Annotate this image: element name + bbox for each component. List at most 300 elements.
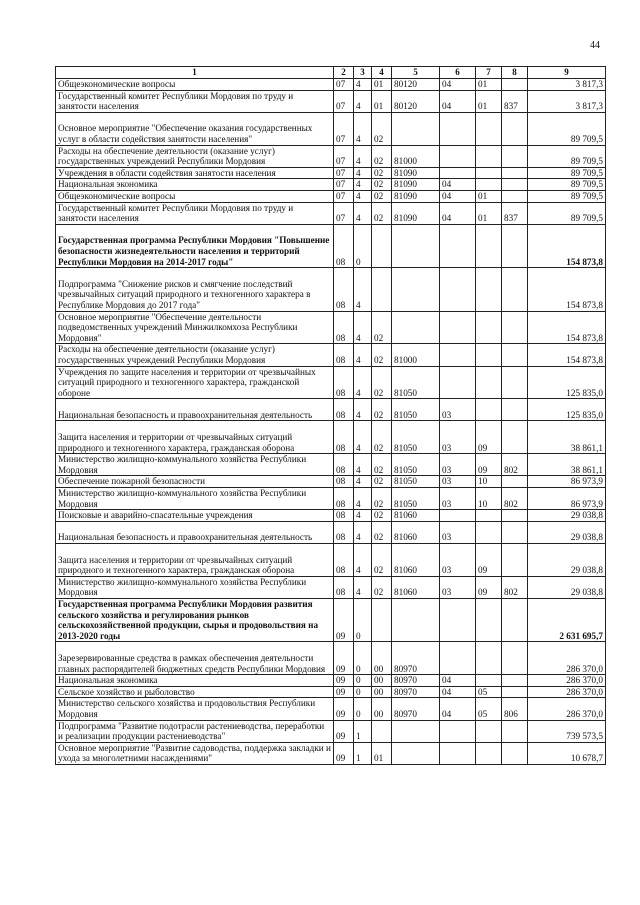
table-row: [56, 544, 606, 577]
row-amount: 125 835,0: [528, 399, 606, 421]
code-col-4: [372, 599, 392, 642]
table-row: [56, 366, 606, 399]
code-col-6: [440, 366, 476, 399]
code-col-2: 09: [334, 642, 354, 675]
code-col-4: 02: [372, 311, 392, 344]
page-number: 44: [590, 40, 600, 51]
row-name: Учреждения по защите населения и территории от чрезвычайных ситуаций природного и техногенного характера, гражданской обороне: [56, 366, 334, 399]
row-name: Сельское хозяйство и рыболовство: [56, 686, 334, 698]
code-col-8: 802: [502, 454, 528, 476]
code-col-2: 08: [334, 311, 354, 344]
row-amount: 29 038,8: [528, 576, 606, 598]
row-amount: 29 038,8: [528, 544, 606, 577]
code-col-6: 04: [440, 202, 476, 224]
code-col-7: 09: [476, 454, 502, 476]
code-col-4: 02: [372, 344, 392, 366]
code-col-3: 4: [354, 268, 372, 311]
code-col-3: 4: [354, 521, 372, 543]
code-col-7: [476, 366, 502, 399]
row-name: Национальная экономика: [56, 179, 334, 191]
code-col-6: 03: [440, 521, 476, 543]
row-amount: 38 861,1: [528, 454, 606, 476]
code-col-7: [476, 224, 502, 267]
code-col-3: 4: [354, 510, 372, 522]
row-amount: 286 370,0: [528, 675, 606, 687]
code-col-6: [440, 311, 476, 344]
code-col-5: [392, 311, 440, 344]
code-col-8: [502, 145, 528, 167]
code-col-5: 80970: [392, 686, 440, 698]
code-col-8: 837: [502, 90, 528, 112]
row-name: Защита населения и территории от чрезвычайных ситуаций природного и техногенного характера, гражданская оборона: [56, 421, 334, 454]
code-col-3: 4: [354, 79, 372, 91]
code-col-4: 02: [372, 576, 392, 598]
table-row: [56, 698, 606, 720]
row-amount: 89 709,5: [528, 179, 606, 191]
code-col-6: 04: [440, 79, 476, 91]
code-col-4: [372, 720, 392, 742]
row-name: Государственный комитет Республики Мордовия по труду и занятости населения: [56, 202, 334, 224]
code-col-8: [502, 544, 528, 577]
row-amount: 29 038,8: [528, 521, 606, 543]
code-col-7: [476, 510, 502, 522]
row-name: Основное мероприятие "Развитие садоводства, поддержка закладки и ухода за многолетними насаждениями": [56, 742, 334, 764]
code-col-7: 09: [476, 576, 502, 598]
code-col-2: 08: [334, 576, 354, 598]
column-header: 3: [354, 67, 372, 79]
code-col-8: 806: [502, 698, 528, 720]
row-amount: 89 709,5: [528, 112, 606, 145]
code-col-6: 04: [440, 190, 476, 202]
code-col-7: 09: [476, 544, 502, 577]
code-col-3: 4: [354, 488, 372, 510]
table-row: [56, 454, 606, 476]
code-col-3: 4: [354, 190, 372, 202]
row-amount: 286 370,0: [528, 642, 606, 675]
code-col-3: 0: [354, 599, 372, 642]
code-col-5: 81050: [392, 421, 440, 454]
code-col-5: [392, 112, 440, 145]
row-amount: 154 873,8: [528, 268, 606, 311]
code-col-5: 80970: [392, 698, 440, 720]
code-col-8: 802: [502, 576, 528, 598]
code-col-4: 01: [372, 90, 392, 112]
table-row: [56, 268, 606, 311]
table-row: [56, 421, 606, 454]
code-col-8: [502, 521, 528, 543]
table-row: [56, 510, 606, 522]
row-amount: 10 678,7: [528, 742, 606, 764]
code-col-7: 01: [476, 90, 502, 112]
code-col-2: 08: [334, 268, 354, 311]
code-col-4: 01: [372, 742, 392, 764]
code-col-5: 81060: [392, 510, 440, 522]
code-col-6: [440, 642, 476, 675]
code-col-2: 08: [334, 421, 354, 454]
code-col-4: 02: [372, 190, 392, 202]
code-col-2: 08: [334, 476, 354, 488]
code-col-2: 08: [334, 399, 354, 421]
code-col-7: 05: [476, 698, 502, 720]
column-header: 1: [56, 67, 334, 79]
code-col-4: [372, 268, 392, 311]
code-col-5: 81060: [392, 576, 440, 598]
code-col-8: [502, 167, 528, 179]
code-col-4: 02: [372, 544, 392, 577]
table-row: [56, 476, 606, 488]
row-name: Подпрограмма "Снижение рисков и смягчение последствий чрезвычайных ситуаций природного и техногенного характера в Республике Мордовия до 2017 года": [56, 268, 334, 311]
code-col-7: [476, 742, 502, 764]
code-col-4: 02: [372, 167, 392, 179]
code-col-6: [440, 145, 476, 167]
code-col-4: 00: [372, 642, 392, 675]
table-row: [56, 311, 606, 344]
code-col-8: [502, 399, 528, 421]
code-col-8: [502, 366, 528, 399]
code-col-4: 00: [372, 686, 392, 698]
code-col-2: 07: [334, 90, 354, 112]
table-header-row: [56, 67, 606, 79]
code-col-5: 81090: [392, 179, 440, 191]
code-col-3: 4: [354, 311, 372, 344]
row-name: Основное мероприятие "Обеспечение деятельности подведомственных учреждений Минжилкомхоза Республики Мордовия": [56, 311, 334, 344]
row-name: Защита населения и территории от чрезвычайных ситуаций природного и техногенного характера, гражданская оборона: [56, 544, 334, 577]
row-amount: 286 370,0: [528, 686, 606, 698]
code-col-4: 02: [372, 202, 392, 224]
code-col-7: [476, 145, 502, 167]
code-col-5: 81050: [392, 488, 440, 510]
row-name: Учреждения в области содействия занятости населения: [56, 167, 334, 179]
table-row: [56, 599, 606, 642]
column-header: 8: [502, 67, 528, 79]
code-col-4: 02: [372, 521, 392, 543]
column-header: 7: [476, 67, 502, 79]
column-header: 9: [528, 67, 606, 79]
code-col-4: 02: [372, 112, 392, 145]
code-col-7: 09: [476, 421, 502, 454]
code-col-3: 0: [354, 686, 372, 698]
code-col-3: 0: [354, 698, 372, 720]
table-row: [56, 202, 606, 224]
code-col-2: 08: [334, 510, 354, 522]
code-col-3: 4: [354, 454, 372, 476]
code-col-6: 03: [440, 488, 476, 510]
code-col-6: [440, 224, 476, 267]
code-col-5: [392, 742, 440, 764]
code-col-3: 0: [354, 224, 372, 267]
code-col-7: [476, 675, 502, 687]
budget-table: [55, 66, 606, 765]
code-col-2: 07: [334, 145, 354, 167]
code-col-3: 4: [354, 145, 372, 167]
row-amount: 286 370,0: [528, 698, 606, 720]
code-col-5: 81050: [392, 366, 440, 399]
row-amount: 154 873,8: [528, 224, 606, 267]
row-amount: 89 709,5: [528, 145, 606, 167]
table-row: [56, 145, 606, 167]
code-col-8: [502, 510, 528, 522]
code-col-6: [440, 112, 476, 145]
code-col-6: [440, 344, 476, 366]
code-col-8: [502, 742, 528, 764]
code-col-7: 01: [476, 79, 502, 91]
code-col-2: 09: [334, 686, 354, 698]
code-col-6: 03: [440, 421, 476, 454]
code-col-2: 07: [334, 79, 354, 91]
row-amount: 3 817,3: [528, 79, 606, 91]
row-amount: 3 817,3: [528, 90, 606, 112]
table-body: [56, 79, 606, 765]
code-col-7: [476, 344, 502, 366]
code-col-8: [502, 476, 528, 488]
row-amount: 38 861,1: [528, 421, 606, 454]
code-col-2: 09: [334, 742, 354, 764]
code-col-3: 4: [354, 202, 372, 224]
row-name: Национальная экономика: [56, 675, 334, 687]
code-col-8: [502, 311, 528, 344]
table-row: [56, 79, 606, 91]
code-col-6: 03: [440, 476, 476, 488]
code-col-4: 00: [372, 675, 392, 687]
table-row: [56, 642, 606, 675]
code-col-6: 03: [440, 576, 476, 598]
table-row: [56, 190, 606, 202]
code-col-2: 07: [334, 202, 354, 224]
code-col-5: 81000: [392, 145, 440, 167]
table-row: [56, 521, 606, 543]
row-name: Министерство жилищно-коммунального хозяйства Республики Мордовия: [56, 454, 334, 476]
code-col-7: [476, 311, 502, 344]
row-name: Государственная программа Республики Мордовия "Повышение безопасности жизнедеятельности населения и территорий Республики Мордовия на 2014-2017 годы": [56, 224, 334, 267]
code-col-8: [502, 179, 528, 191]
code-col-2: 08: [334, 366, 354, 399]
code-col-4: 02: [372, 510, 392, 522]
code-col-5: 81000: [392, 344, 440, 366]
code-col-6: 03: [440, 454, 476, 476]
code-col-3: 4: [354, 112, 372, 145]
code-col-5: 81060: [392, 544, 440, 577]
row-amount: 29 038,8: [528, 510, 606, 522]
code-col-3: 1: [354, 742, 372, 764]
table-row: [56, 675, 606, 687]
code-col-3: 4: [354, 344, 372, 366]
row-amount: 86 973,9: [528, 488, 606, 510]
code-col-3: 4: [354, 421, 372, 454]
row-amount: 154 873,8: [528, 344, 606, 366]
row-name: Национальная безопасность и правоохранительная деятельность: [56, 399, 334, 421]
code-col-4: 00: [372, 698, 392, 720]
code-col-2: 08: [334, 344, 354, 366]
table-row: [56, 720, 606, 742]
code-col-2: 08: [334, 488, 354, 510]
table-row: [56, 224, 606, 267]
row-amount: 89 709,5: [528, 202, 606, 224]
table-row: [56, 90, 606, 112]
row-name: Расходы на обеспечение деятельности (оказание услуг) государственных учреждений Республики Мордовия: [56, 344, 334, 366]
code-col-2: 08: [334, 454, 354, 476]
code-col-8: [502, 686, 528, 698]
code-col-5: 81050: [392, 476, 440, 488]
code-col-4: [372, 224, 392, 267]
column-header: 4: [372, 67, 392, 79]
table-row: [56, 576, 606, 598]
code-col-5: 80970: [392, 675, 440, 687]
row-name: Общеэкономические вопросы: [56, 79, 334, 91]
code-col-6: [440, 268, 476, 311]
code-col-5: 81090: [392, 167, 440, 179]
code-col-3: 0: [354, 675, 372, 687]
code-col-6: [440, 720, 476, 742]
code-col-7: 01: [476, 202, 502, 224]
row-name: Министерство сельского хозяйства и продовольствия Республики Мордовия: [56, 698, 334, 720]
table-row: [56, 686, 606, 698]
code-col-7: [476, 179, 502, 191]
code-col-8: [502, 642, 528, 675]
code-col-4: 02: [372, 476, 392, 488]
row-amount: 125 835,0: [528, 366, 606, 399]
column-header: 2: [334, 67, 354, 79]
code-col-2: 09: [334, 698, 354, 720]
row-name: Основное мероприятие "Обеспечение оказания государственных услуг в области содействия занятости населения": [56, 112, 334, 145]
code-col-6: 03: [440, 399, 476, 421]
code-col-5: 80120: [392, 79, 440, 91]
code-col-4: 02: [372, 179, 392, 191]
row-name: Государственная программа Республики Мордовия развития сельского хозяйства и регулирования рынков сельскохозяйственной продукции, сырья и продовольствия на 2013-2020 годы: [56, 599, 334, 642]
code-col-3: 4: [354, 544, 372, 577]
code-col-3: 4: [354, 366, 372, 399]
code-col-7: [476, 720, 502, 742]
table-row: [56, 399, 606, 421]
code-col-3: 4: [354, 179, 372, 191]
code-col-7: 01: [476, 190, 502, 202]
code-col-7: [476, 112, 502, 145]
code-col-6: [440, 510, 476, 522]
code-col-7: [476, 521, 502, 543]
code-col-6: [440, 167, 476, 179]
code-col-5: 81050: [392, 454, 440, 476]
code-col-7: [476, 167, 502, 179]
code-col-8: [502, 675, 528, 687]
code-col-2: 07: [334, 190, 354, 202]
row-name: Министерство жилищно-коммунального хозяйства Республики Мордовия: [56, 576, 334, 598]
table-row: [56, 167, 606, 179]
code-col-8: [502, 112, 528, 145]
code-col-5: 80970: [392, 642, 440, 675]
code-col-5: [392, 720, 440, 742]
code-col-7: 10: [476, 488, 502, 510]
code-col-6: 04: [440, 686, 476, 698]
code-col-3: 4: [354, 167, 372, 179]
code-col-2: 08: [334, 544, 354, 577]
table-row: [56, 112, 606, 145]
code-col-8: [502, 79, 528, 91]
code-col-2: 08: [334, 521, 354, 543]
code-col-3: 0: [354, 642, 372, 675]
table-row: [56, 344, 606, 366]
code-col-3: 4: [354, 576, 372, 598]
code-col-6: [440, 599, 476, 642]
code-col-6: 04: [440, 675, 476, 687]
row-amount: 2 631 695,7: [528, 599, 606, 642]
code-col-4: 02: [372, 399, 392, 421]
code-col-6: 04: [440, 698, 476, 720]
code-col-8: [502, 344, 528, 366]
code-col-2: 07: [334, 179, 354, 191]
code-col-3: 4: [354, 90, 372, 112]
table-row: [56, 488, 606, 510]
code-col-4: 02: [372, 421, 392, 454]
code-col-8: 837: [502, 202, 528, 224]
code-col-2: 07: [334, 112, 354, 145]
code-col-2: 07: [334, 167, 354, 179]
code-col-8: [502, 599, 528, 642]
row-name: Государственный комитет Республики Мордовия по труду и занятости населения: [56, 90, 334, 112]
code-col-5: 80120: [392, 90, 440, 112]
row-amount: 739 573,5: [528, 720, 606, 742]
row-amount: 86 973,9: [528, 476, 606, 488]
row-name: Национальная безопасность и правоохранительная деятельность: [56, 521, 334, 543]
code-col-8: [502, 224, 528, 267]
code-col-4: 02: [372, 488, 392, 510]
code-col-5: [392, 224, 440, 267]
code-col-2: 09: [334, 720, 354, 742]
code-col-3: 1: [354, 720, 372, 742]
row-name: Подпрограмма "Развитие подотрасли растениеводства, переработки и реализации продукции растениеводства": [56, 720, 334, 742]
row-name: Поисковые и аварийно-спасательные учреждения: [56, 510, 334, 522]
code-col-2: 09: [334, 675, 354, 687]
code-col-8: [502, 190, 528, 202]
code-col-6: 04: [440, 179, 476, 191]
row-name: Расходы на обеспечение деятельности (оказание услуг) государственных учреждений Республики Мордовия: [56, 145, 334, 167]
code-col-3: 4: [354, 399, 372, 421]
code-col-5: 81090: [392, 190, 440, 202]
row-amount: 89 709,5: [528, 190, 606, 202]
code-col-4: 01: [372, 79, 392, 91]
code-col-5: [392, 599, 440, 642]
code-col-4: 02: [372, 145, 392, 167]
code-col-8: [502, 421, 528, 454]
code-col-5: 81050: [392, 399, 440, 421]
code-col-4: 02: [372, 366, 392, 399]
code-col-8: [502, 720, 528, 742]
row-amount: 89 709,5: [528, 167, 606, 179]
code-col-6: 04: [440, 90, 476, 112]
column-header: 5: [392, 67, 440, 79]
code-col-4: 02: [372, 454, 392, 476]
row-name: Зарезервированные средства в рамках обеспечения деятельности главных распорядителей бюджетных средств Республики Мордовия: [56, 642, 334, 675]
code-col-6: [440, 742, 476, 764]
table-row: [56, 179, 606, 191]
code-col-7: [476, 399, 502, 421]
column-header: 6: [440, 67, 476, 79]
code-col-8: 802: [502, 488, 528, 510]
code-col-7: 05: [476, 686, 502, 698]
code-col-5: [392, 268, 440, 311]
code-col-3: 4: [354, 476, 372, 488]
row-name: Общеэкономические вопросы: [56, 190, 334, 202]
code-col-2: 09: [334, 599, 354, 642]
code-col-5: 81060: [392, 521, 440, 543]
code-col-6: 03: [440, 544, 476, 577]
code-col-7: 10: [476, 476, 502, 488]
code-col-7: [476, 268, 502, 311]
code-col-7: [476, 642, 502, 675]
row-name: Министерство жилищно-коммунального хозяйства Республики Мордовия: [56, 488, 334, 510]
code-col-8: [502, 268, 528, 311]
table-row: [56, 742, 606, 764]
row-amount: 154 873,8: [528, 311, 606, 344]
row-name: Обеспечение пожарной безопасности: [56, 476, 334, 488]
